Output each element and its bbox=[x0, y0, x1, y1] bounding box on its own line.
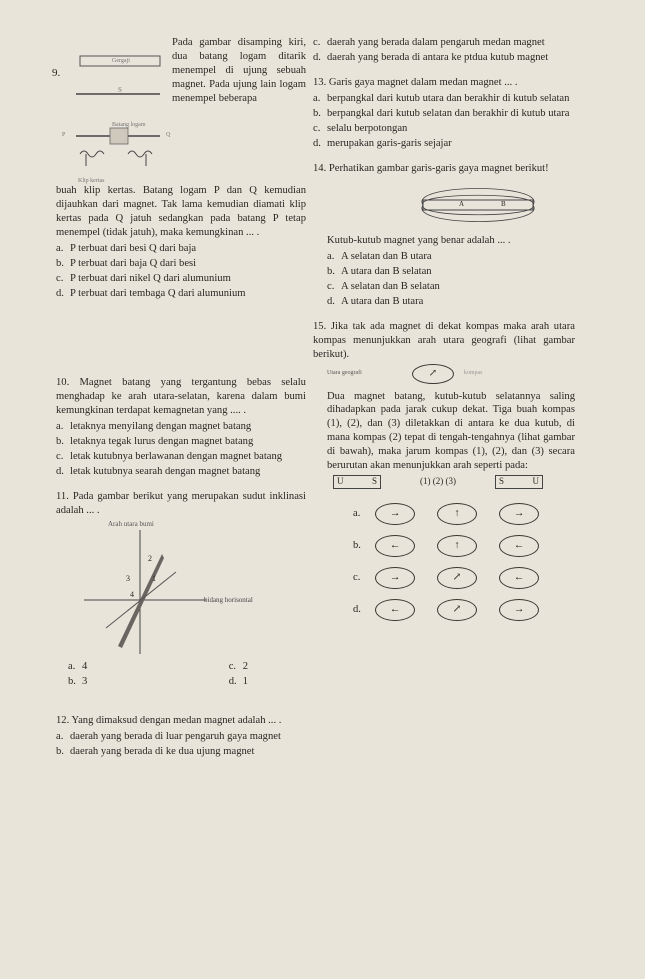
question-12 bbox=[56, 714, 306, 759]
q15-option-d[interactable]: d. ← ↗ → bbox=[353, 599, 575, 621]
q11-stem: Pada gambar berikut yang merupakan sudut inklinasi adalah ... . bbox=[56, 490, 306, 516]
q14-fig-b: B bbox=[501, 199, 506, 208]
q15-magnet-setup bbox=[333, 475, 543, 489]
q11-figure bbox=[56, 520, 306, 660]
q15-stem2: Dua magnet batang, kutub-kutub selatannya saling dihadapkan pada jarak cukup dekat. Tiga buah kompas (1), (2), dan (3) diletakkan di antara ke dua kutub, di mana kompas (2) tepat di tengah-tengahnya (lihat gambar di bawah), maka jarum kompas (1), (2), dan (3) secara berurutan akan menunjukkan arah seperti pada: bbox=[327, 390, 575, 472]
field-lines-diagram bbox=[403, 178, 553, 234]
q15-number: 15. bbox=[313, 320, 327, 332]
q14-option-b[interactable]: b. A utara dan B selatan bbox=[327, 265, 432, 277]
q9-fig-label-p: P bbox=[62, 132, 66, 138]
q13-stem: Garis gaya magnet dalam medan magnet ... . bbox=[328, 76, 518, 88]
q9-fig-label-top: Gergaji bbox=[112, 58, 130, 64]
compass-arrow-diagonal-icon: ↗ bbox=[437, 567, 477, 589]
q15-option-b[interactable]: b. ← ↑ ← bbox=[353, 535, 575, 557]
q9-fig-label-q: Q bbox=[166, 132, 171, 138]
q11-fig-num-3: 3 bbox=[126, 573, 130, 583]
q10-option-c[interactable]: c. letak kutubnya berlawanan dengan magnet batang bbox=[56, 450, 283, 462]
q9-fig-label-mid: Batang logam bbox=[112, 122, 146, 128]
q12-stem: Yang dimaksud dengan medan magnet adalah ... . bbox=[71, 714, 282, 726]
compass-arrow-up-icon: ↑ bbox=[437, 503, 477, 525]
question-10 bbox=[56, 376, 306, 479]
left-magnet: U S bbox=[333, 475, 381, 489]
q9-number: 9. bbox=[52, 67, 61, 79]
compass-arrow-left-icon: ← bbox=[375, 535, 415, 557]
q9-stem-top: Pada gambar disamping kiri, dua batang logam ditarik menempel di ujung sebuah magnet. Pada ujung lain logam menempel beberapa bbox=[172, 37, 306, 104]
question-11 bbox=[56, 490, 306, 690]
q9-stem-rest: buah klip kertas. Batang logam P dan Q kemudian dijauhkan dari magnet. Tak lama kemudian diamati klip kertas pada Q jatuh sedangkan pada batang P tetap menempel (tidak jatuh), maka kemungkinan ... . bbox=[56, 185, 306, 238]
compass-arrow-left-icon: ← bbox=[499, 535, 539, 557]
compass-arrow-up-icon: ↑ bbox=[437, 535, 477, 557]
q15-option-a[interactable]: a. → ↑ → bbox=[353, 503, 575, 525]
q9-option-a[interactable]: a. P terbuat dari besi Q dari baja bbox=[56, 242, 197, 254]
q14-option-d[interactable]: d. A utara dan B utara bbox=[327, 295, 424, 307]
q11-option-b[interactable]: b. 3 bbox=[68, 675, 88, 687]
q11-fig-num-2: 2 bbox=[148, 553, 152, 563]
q12-option-c[interactable]: c. daerah yang berada dalam pengaruh medan magnet bbox=[313, 37, 545, 48]
q13-option-a[interactable]: a. berpangkal dari kutub utara dan berakhir di kutub selatan bbox=[313, 92, 570, 104]
q10-option-a[interactable]: a. letaknya menyilang dengan magnet batang bbox=[56, 420, 252, 432]
reference-compass-icon: ↗ bbox=[412, 364, 454, 384]
q9-option-c[interactable]: c. P terbuat dari nikel Q dari alumunium bbox=[56, 272, 231, 284]
q12-option-a[interactable]: a. daerah yang berada di luar pengaruh gaya magnet bbox=[56, 730, 281, 742]
q9-fig-label-clip: Klip kertas bbox=[78, 178, 105, 184]
compass-arrow-right-icon: → bbox=[499, 503, 539, 525]
q12-option-d[interactable]: d. daerah yang berada di antara ke ptdua kutub magnet bbox=[313, 51, 549, 63]
q14-figure bbox=[403, 178, 575, 234]
question-14 bbox=[313, 162, 575, 309]
right-magnet: S U bbox=[495, 475, 543, 489]
question-9 bbox=[52, 36, 306, 299]
q15-kompas-label: kompas bbox=[463, 369, 483, 376]
left-column bbox=[52, 36, 306, 770]
q11-option-d[interactable]: d. 1 bbox=[228, 675, 248, 687]
right-column bbox=[313, 36, 575, 632]
q14-number: 14. bbox=[313, 162, 327, 174]
q14-stem: Perhatikan gambar garis-garis gaya magnet berikut! bbox=[328, 162, 549, 174]
q10-option-d[interactable]: d. letak kutubnya searah dengan magnet batang bbox=[56, 465, 261, 477]
q9-figure bbox=[52, 36, 172, 196]
q10-stem: Magnet batang yang tergantung bebas selalu menghadap ke arah utara-selatan, karena dalam bumi kemungkinan terdapat kemagnetan yang .... . bbox=[56, 377, 306, 416]
q14-fig-a: A bbox=[459, 199, 465, 208]
q11-fig-title: Arah utara bumi bbox=[108, 519, 154, 528]
compass-arrow-left-icon: ← bbox=[499, 567, 539, 589]
q15-stem: Jika tak ada magnet di dekat kompas maka arah utara kompas menunjukkan arah utara geografi (lihat gambar berikut). bbox=[313, 320, 575, 360]
question-15 bbox=[313, 320, 575, 622]
compass-arrow-right-icon: → bbox=[375, 503, 415, 525]
question-13 bbox=[313, 76, 575, 151]
q15-geo-label: Utara geografi bbox=[327, 369, 362, 376]
q11-fig-side: bidang horisontal bbox=[204, 595, 253, 604]
q10-number: 10. bbox=[56, 377, 70, 388]
q13-option-b[interactable]: b. berpangkal dari kutub selatan dan berakhir di kutub utara bbox=[313, 107, 570, 119]
compass-arrow-right-icon: → bbox=[499, 599, 539, 621]
q13-number: 13. bbox=[313, 76, 327, 88]
q9-fig-label-s: S bbox=[118, 86, 122, 94]
q15-option-c[interactable]: c. → ↗ ← bbox=[353, 567, 575, 589]
q11-number: 11. bbox=[56, 490, 69, 502]
q11-option-a[interactable]: a. 4 bbox=[68, 660, 88, 672]
q9-option-b[interactable]: b. P terbuat dari baja Q dari besi bbox=[56, 257, 197, 269]
q9-body bbox=[56, 184, 306, 302]
q14-stem2: Kutub-kutub magnet yang benar adalah ... . bbox=[327, 234, 511, 246]
q14-option-c[interactable]: c. A selatan dan B selatan bbox=[327, 280, 440, 292]
inclination-diagram bbox=[56, 528, 256, 658]
compass-arrow-diagonal-icon: ↗ bbox=[437, 599, 477, 621]
q11-fig-num-1: 1 bbox=[152, 573, 156, 583]
compass-arrow-left-icon: ← bbox=[375, 599, 415, 621]
q15-options bbox=[353, 503, 575, 621]
q10-option-b[interactable]: b. letaknya tegak lurus dengan magnet batang bbox=[56, 435, 254, 447]
q11-fig-num-4: 4 bbox=[130, 589, 134, 599]
question-12-continued bbox=[313, 36, 575, 65]
q13-option-c[interactable]: c. selalu berpotongan bbox=[313, 122, 408, 134]
q9-option-d[interactable]: d. P terbuat dari tembaga Q dari alumunium bbox=[56, 287, 246, 299]
compass-arrow-right-icon: → bbox=[375, 567, 415, 589]
q13-option-d[interactable]: d. merupakan garis-garis sejajar bbox=[313, 137, 452, 149]
q12-option-b[interactable]: b. daerah yang berada di ke dua ujung magnet bbox=[56, 745, 255, 757]
q12-number: 12. bbox=[56, 714, 70, 726]
q15-compass-positions: (1) (2) (3) bbox=[420, 476, 456, 487]
q11-option-c[interactable]: c. 2 bbox=[228, 660, 248, 672]
q14-option-a[interactable]: a. A selatan dan B utara bbox=[327, 250, 432, 262]
